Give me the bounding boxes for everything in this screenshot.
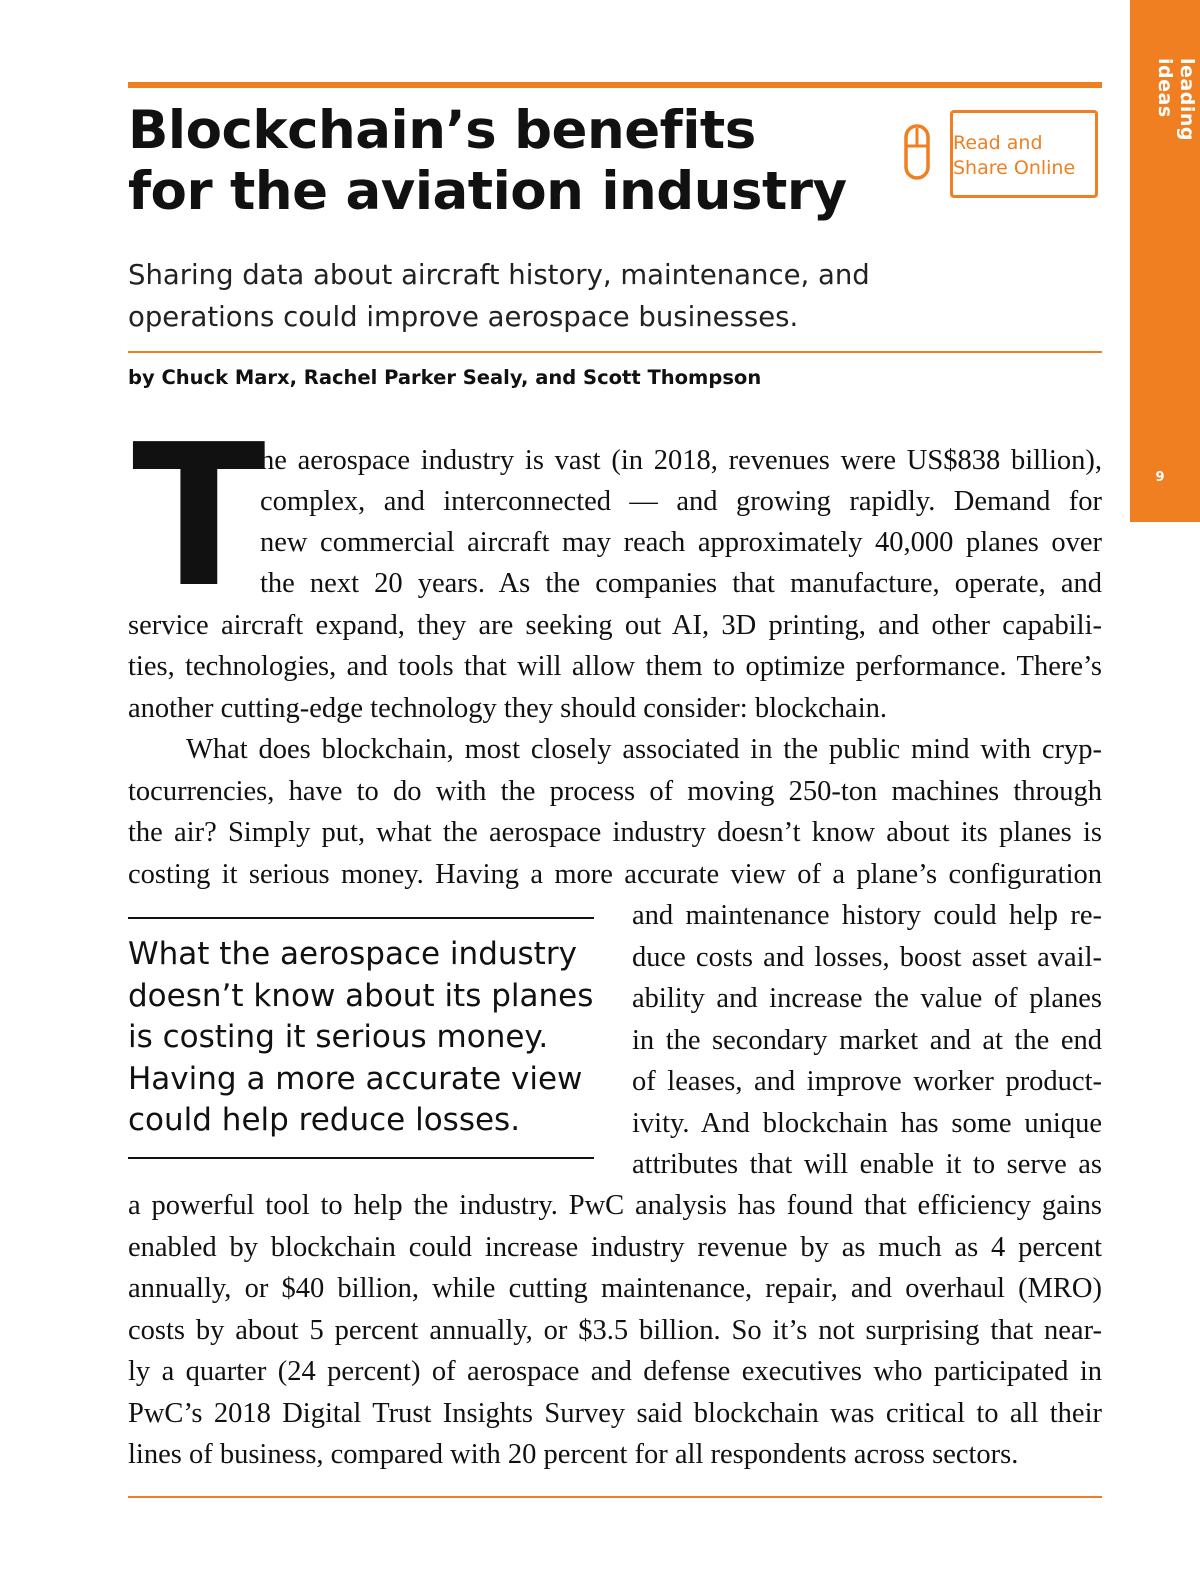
body-line: ivity. And blockchain has some unique (632, 1108, 1102, 1139)
body-line: of leases, and improve worker product- (632, 1066, 1102, 1097)
body-line: ability and increase the value of planes (632, 983, 1102, 1014)
pull-quote-line: is costing it serious money. (128, 1019, 549, 1055)
body-line: new commercial aircraft may reach approximately 40,000 planes over (260, 527, 1102, 558)
article-subtitle: Sharing data about aircraft history, maintenance, and operations could improve aerospace businesses. (128, 259, 870, 333)
body-line: lines of business, compared with 20 percent for all respondents across sectors. (128, 1439, 1019, 1470)
body-line: the next 20 years. As the companies that manufacture, operate, and (260, 568, 1102, 599)
body-line: complex, and interconnected — and growing rapidly. Demand for (260, 486, 1102, 517)
body-line: service aircraft expand, they are seeking out AI, 3D printing, and other capabili- (128, 610, 1102, 641)
body-line: ly a quarter (24 percent) of aerospace and defense executives who participated in (128, 1356, 1102, 1387)
drop-cap: T (132, 403, 266, 631)
body-line: duce costs and losses, boost asset avail- (632, 942, 1102, 973)
body-line: PwC’s 2018 Digital Trust Insights Survey said blockchain was critical to all their (128, 1398, 1102, 1429)
pull-quote-line: could help reduce losses. (128, 1102, 521, 1138)
body-line: a powerful tool to help the industry. PwC analysis has found that efficiency gains (128, 1190, 1102, 1221)
pull-quote (128, 934, 608, 1142)
body-line: ties, technologies, and tools that will allow them to optimize performance. There’s (128, 651, 1102, 682)
pull-quote-bottom-rule (128, 1157, 594, 1159)
body-line: annually, or $40 billion, while cutting maintenance, repair, and overhaul (MRO) (128, 1273, 1102, 1304)
top-rule (128, 82, 1102, 88)
share-label-line2: Share Online (953, 157, 1076, 179)
body-line: What does blockchain, most closely associated in the public mind with cryp- (186, 734, 1102, 765)
body-line: enabled by blockchain could increase industry revenue by as much as 4 percent (128, 1232, 1102, 1263)
share-label-line1: Read and (953, 132, 1043, 154)
pull-quote-line: doesn’t know about its planes (128, 977, 594, 1014)
body-line: tocurrencies, have to do with the process of moving 250-ton machines through (128, 776, 1102, 807)
body-line: the air? Simply put, what the aerospace industry doesn’t know about its planes is (128, 817, 1102, 848)
body-line: he aerospace industry is vast (in 2018, revenues were US$838 billion), (260, 445, 1102, 476)
article-title: Blockchain’s benefits for the aviation industry (128, 100, 847, 222)
body-line: and maintenance history could help re- (632, 900, 1102, 931)
byline-rule (128, 351, 1102, 353)
body-line: costing it serious money. Having a more accurate view of a plane’s configuration (128, 859, 1102, 890)
body-line: in the secondary market and at the end (632, 1025, 1102, 1056)
mouse-icon (904, 124, 930, 180)
read-and-share-label[interactable] (953, 131, 1098, 181)
body-line: costs by about 5 percent annually, or $3.5 billion. So it’s not surprising that near- (128, 1315, 1102, 1346)
page-number: 9 (1155, 470, 1165, 485)
pull-quote-line: Having a more accurate view (128, 1060, 583, 1097)
bottom-rule (128, 1496, 1102, 1498)
pull-quote-top-rule (128, 917, 594, 919)
section-tab-label: leading ideas (1154, 58, 1198, 141)
body-line: another cutting-edge technology they should consider: blockchain. (128, 693, 887, 724)
byline: by Chuck Marx, Rachel Parker Sealy, and Scott Thompson (128, 366, 762, 389)
pull-quote-line: What the aerospace industry (128, 936, 577, 972)
body-line: attributes that will enable it to serve as (632, 1149, 1102, 1180)
